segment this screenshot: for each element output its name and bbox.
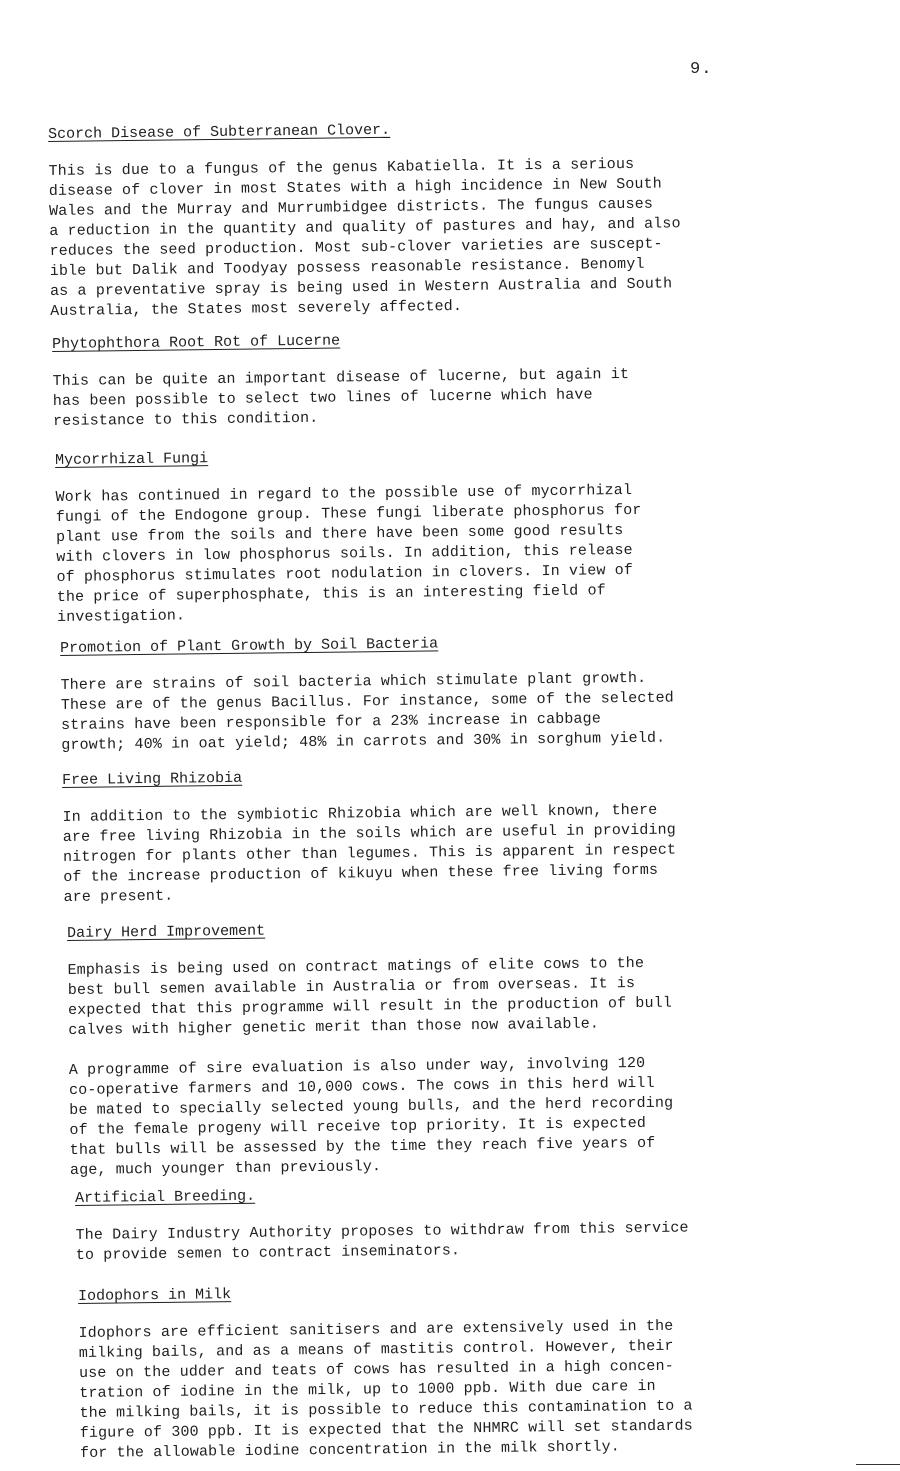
text-line: Idophors are efficient sanitisers and are extensively used in the [78,1317,674,1342]
section-heading: Mycorrhizal Fungi [55,450,209,469]
text-line: the milking bails, it is possible to reduce this contamination to a [79,1397,693,1422]
paragraph [62,799,833,908]
text-line: be mated to specially selected young bulls, and the herd recording [69,1094,674,1119]
section-mycorrhizal [55,443,827,628]
text-line: nitrogen for plants other than legumes. This is apparent in respect [62,841,677,866]
text-line: growth; 40% in oat yield; 48% in carrots and 30% in sorghum yield. [61,729,666,754]
text-line: These are of the genus Bacillus. For instance, some of the selected [60,689,675,714]
text-line: ible but Dalik and Toodyay possess reasonable resistance. Benomyl [49,255,645,280]
paragraph [67,952,838,1041]
section-heading: Dairy Herd Improvement [67,922,266,942]
text-line: plant use from the soils and there have been some good results [55,522,624,546]
text-line: There are strains of soil bacteria which stimulate plant growth. [60,669,647,694]
paragraph [69,1052,840,1181]
text-line: milking bails, and as a means of mastitis control. However, their [78,1337,674,1362]
text-line: as a preventative spray is being used in Western Australia and South [49,275,673,300]
section-heading: Artificial Breeding. [75,1187,256,1207]
text-line: for the allowable iodine concentration in the milk shortly. [79,1438,621,1462]
text-line: Work has continued in regard to the possible use of mycorrhizal [55,481,633,506]
section-heading: Iodophors in Milk [78,1286,232,1305]
text-line: A programme of sire evaluation is also under way, involving 120 [68,1054,646,1079]
text-line: to provide semen to contract inseminators. [75,1242,461,1264]
section-heading: Free Living Rhizobia [62,769,243,789]
text-line: of the increase production of kikuyu when these free living forms [63,861,659,886]
text-line: figure of 300 ppb. It is expected that the NHMRC will set standards [79,1417,693,1442]
section-scorch-disease [48,117,820,322]
text-line: Wales and the Murray and Murrumbidgee districts. The fungus causes [48,195,654,220]
paragraph [78,1315,850,1464]
text-line: a reduction in the quantity and quality of pastures and hay, and also [49,215,681,240]
text-line: are present. [63,887,174,906]
paragraph [75,1217,845,1266]
section-heading: Promotion of Plant Growth by Soil Bacteria [60,635,439,657]
text-line: tration of iodine in the milk, up to 1000 ppb. With due care in [79,1377,656,1402]
text-line: expected that this programme will result in the production of bull [67,994,673,1019]
text-line: with clovers in low phosphorus soils. In addition, this release [56,541,633,566]
text-line: This is due to a fungus of the genus Kabatiella. It is a serious [48,155,635,180]
text-line: investigation. [56,607,186,626]
section-dairy-herd [67,916,840,1181]
text-line: Emphasis is being used on contract matings of elite cows to the [67,954,645,979]
text-line: calves with higher genetic merit than those now available. [68,1015,600,1039]
page-number: 9. [690,60,713,79]
text-line: age, much younger than previously. [69,1158,382,1179]
text-line: co-operative farmers and 10,000 cows. The cows in this herd will [68,1074,655,1099]
text-line: reduces the seed production. Most sub-clover varieties are suscept- [49,235,663,260]
text-line: This can be quite an important disease of lucerne, but again it [52,365,630,390]
section-phytophthora [52,327,823,432]
paragraph [55,479,827,628]
text-line: of phosphorus stimulates root nodulation in clovers. In view of [56,561,634,586]
section-iodophors [78,1279,850,1464]
footer-rule [856,1464,900,1465]
section-heading: Phytophthora Root Rot of Lucerne [52,332,341,353]
text-line: are free living Rhizobia in the soils which are useful in providing [62,821,677,846]
text-line: use on the udder and teats of cows has resulted in a high concen- [78,1357,674,1382]
text-line: strains have been responsible for a 23% increase in cabbage [60,710,602,734]
section-heading: Scorch Disease of Subterranean Clover. [48,121,391,143]
text-line: disease of clover in most States with a high incidence in New South [48,175,663,200]
text-line: fungi of the Endogone group. These fungi liberate phosphorus for [55,501,642,526]
text-line: has been possible to select two lines of lucerne which have [52,386,593,410]
section-free-living-rhizobia [62,763,834,908]
section-artificial-breeding [75,1181,846,1266]
text-line: In addition to the symbiotic Rhizobia which are well known, there [62,801,658,826]
paragraph [52,363,823,432]
text-line: best bull semen available in Australia or from overseas. It is [67,975,636,999]
text-line: The Dairy Industry Authority proposes to withdraw from this service [75,1219,689,1244]
text-line: of the female progeny will receive top priority. It is expected [69,1114,647,1139]
text-line: the price of superphosphate, this is an interesting field of [56,582,606,606]
text-line: Australia, the States most severely affected. [50,297,463,320]
paragraph [48,153,820,322]
section-soil-bacteria [60,631,831,756]
text-line: resistance to this condition. [52,409,319,430]
paragraph [60,667,831,756]
text-line: that bulls will be assessed by the time they reach five years of [69,1134,656,1159]
